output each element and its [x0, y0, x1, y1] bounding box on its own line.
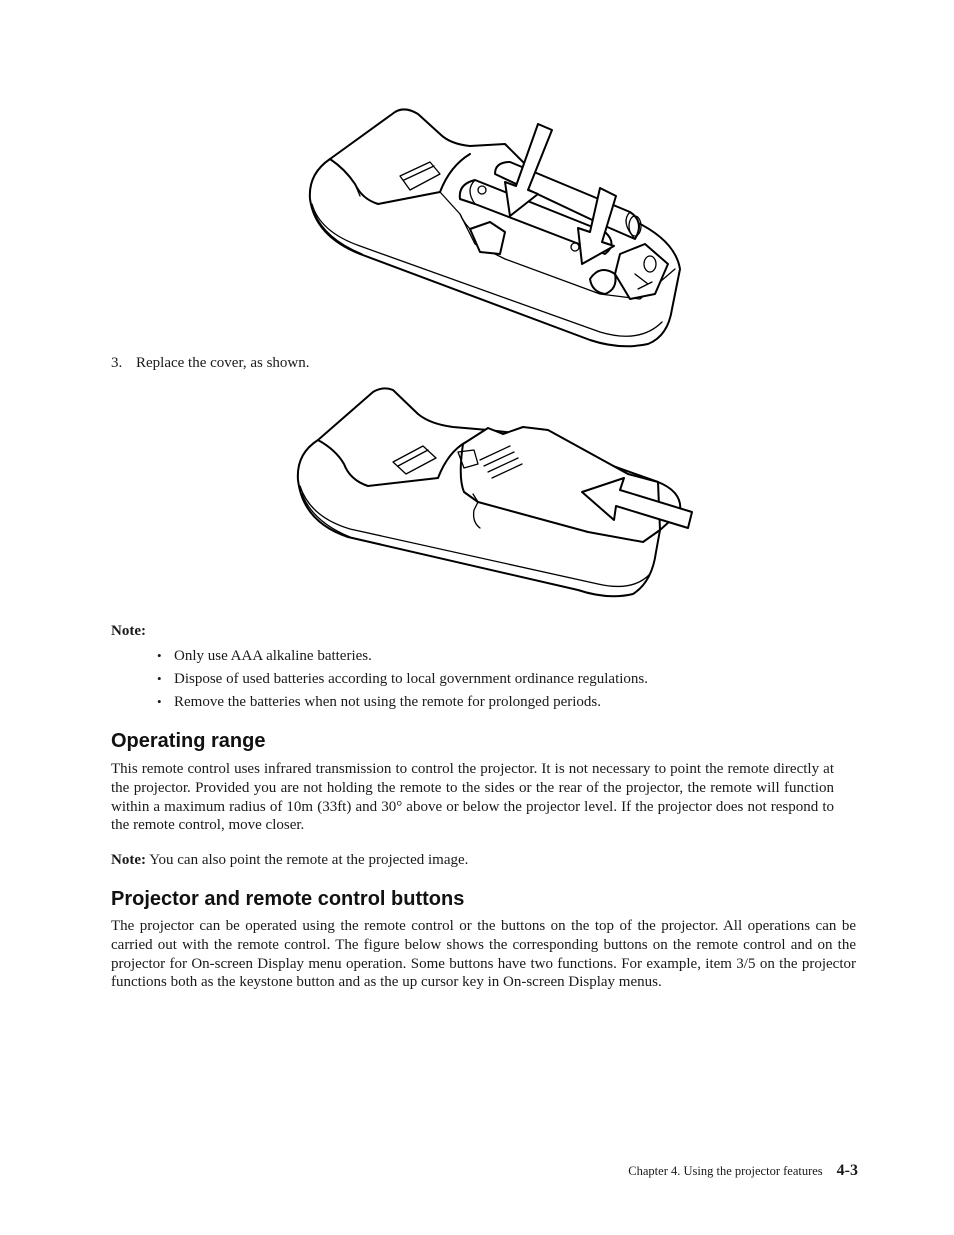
footer-chapter: Chapter 4. Using the projector features — [628, 1164, 823, 1178]
note-list — [155, 646, 648, 715]
step-text: Replace the cover, as shown. — [136, 355, 310, 371]
cover-replace-figure — [288, 382, 698, 604]
operating-range-paragraph: This remote control uses infrared transmission to control the projector. It is not necessary to point the remote directly at the projector. Provided you are not holding the remote to the sides or the rear of the projector, the remote will function within a maximum radius of 10m (33ft) and 30° above or below the projector level. If the projector does not respond to the remote control, move closer. — [111, 761, 834, 834]
battery-insert-figure — [300, 104, 690, 354]
page-footer — [628, 1162, 858, 1180]
operating-range-note — [111, 851, 834, 870]
section-heading-operating-range: Operating range — [111, 730, 266, 752]
note-text: You can also point the remote at the projected image. — [149, 852, 469, 868]
remote-cover-replace-drawing — [288, 382, 698, 604]
list-item: • Only use AAA alkaline batteries. — [155, 646, 648, 669]
note-label: Note: — [111, 852, 146, 868]
step-3 — [111, 355, 310, 372]
remote-battery-insert-drawing — [300, 104, 690, 354]
list-item: • Dispose of used batteries according to local government ordinance regulations. — [155, 669, 648, 692]
note-label: Note: — [111, 623, 146, 639]
section-heading-buttons: Projector and remote control buttons — [111, 888, 465, 910]
buttons-paragraph: The projector can be operated using the remote control or the buttons on the top of the projector. All operations can be carried out with the remote control. The figure below shows the corresponding buttons on the remote control and on the projector for On-screen Display menu operation. Some buttons have two functions. For example, item 3/5 on the projector functions both as the keystone button and as the up cursor key in On-screen Display menus. — [111, 918, 856, 991]
list-item: • Remove the batteries when not using the remote for prolonged periods. — [155, 692, 648, 715]
page-number: 4-3 — [836, 1162, 858, 1179]
step-number: 3. — [111, 355, 123, 371]
